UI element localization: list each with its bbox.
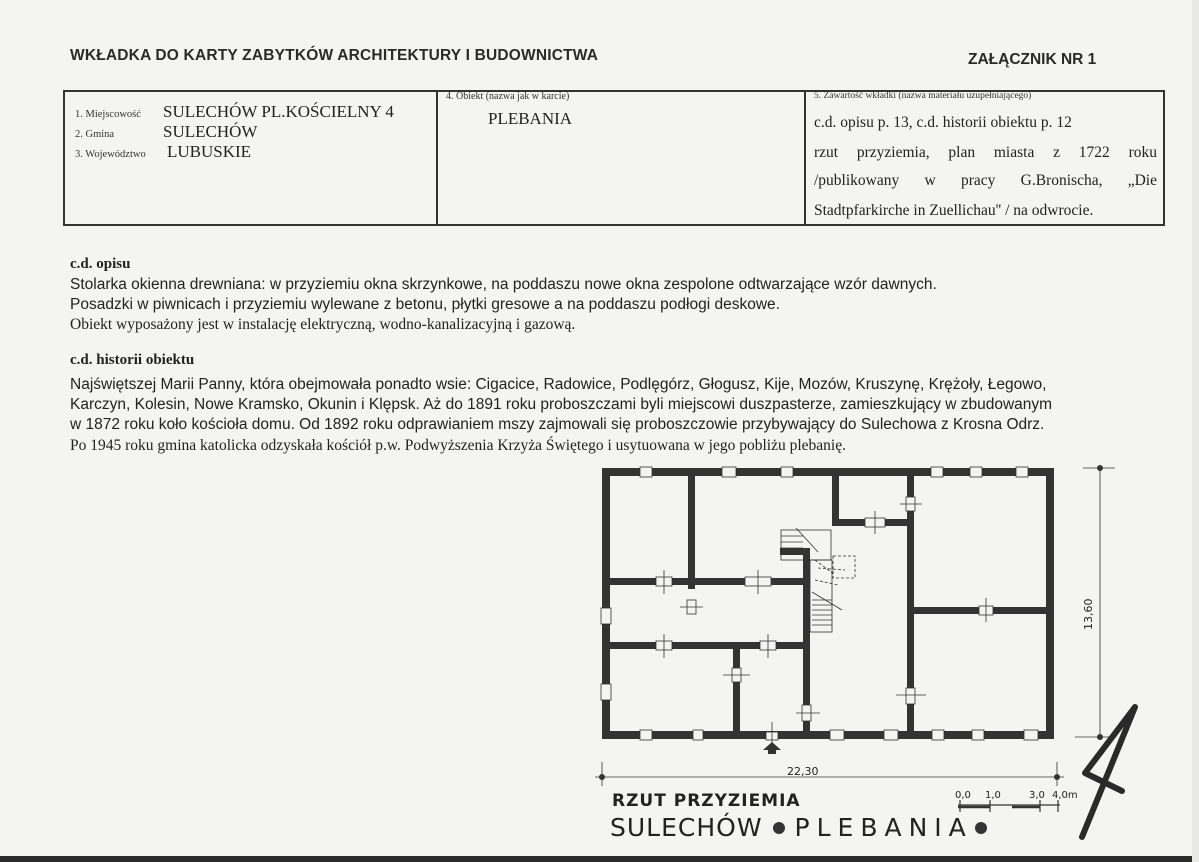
- contents-line-3: [814, 172, 1157, 190]
- scan-edge: [1192, 0, 1199, 862]
- field-voivodeship: [75, 142, 251, 162]
- object-label: 4. Obiekt (nazwa jak w karcie): [446, 91, 570, 102]
- description-line: Stolarka okienna drewniana: w przyziemiu okna skrzynkowe, na poddaszu nowe okna zespolone odtwarzające wzór dawnych.: [70, 276, 937, 293]
- field-locality: [75, 102, 394, 122]
- word: G.Bronischa,: [1020, 172, 1103, 189]
- document-title: WKŁADKA DO KARTY ZABYTKÓW ARCHITEKTURY I BUDOWNICTWA: [70, 47, 599, 64]
- plan-caption-title: RZUT PRZYZIEMIA: [612, 791, 801, 811]
- height-dimension-label: 13,60: [1082, 598, 1095, 630]
- history-line: Karczyn, Kolesin, Nowe Kramsko, Okunin i Klępsk. Aż do 1891 roku proboszczami byli miejscowi duszpasterze, zamieszkujący w zbudowanym: [70, 396, 1053, 413]
- word: z: [1053, 144, 1061, 161]
- caption-town: SULECHÓW: [610, 813, 763, 842]
- word: 1722: [1078, 144, 1110, 161]
- field-value: SULECHÓW: [163, 122, 258, 141]
- scale-label: 1,0: [985, 790, 1001, 801]
- scale-label: 3,0: [1029, 790, 1045, 801]
- caption-object: PLEBANIA: [794, 813, 973, 842]
- contents-line-2: [814, 144, 1157, 162]
- history-line: Po 1945 roku gmina katolicka odzyskała kościół p.w. Podwyższenia Krzyża Świętego i usytuowana w jego pobliżu plebanię.: [70, 437, 846, 454]
- object-value: PLEBANIA: [488, 109, 573, 128]
- description-line: Posadzki w piwnicach i przyziemiu wylewane z betonu, płytki gresowe a na poddaszu podłogi deskowe.: [70, 296, 780, 313]
- history-line: Najświętszej Marii Panny, która obejmowała ponadto wsie: Cigacice, Radowice, Podlęgórz, Głogusz, Kije, Mozów, Kruszynę, Krężoły, Łegowo,: [70, 376, 1047, 393]
- contents-label: 5. Zawartość wkładki (nazwa materiału uzupełniającego): [814, 91, 1032, 101]
- field-commune: [75, 122, 257, 142]
- scale-label: 4,0m: [1052, 790, 1078, 801]
- contents-cell: [806, 92, 1163, 224]
- bullet-dot-icon: [773, 822, 785, 834]
- word: w: [924, 172, 936, 189]
- description-heading: c.d. opisu: [70, 256, 131, 272]
- field-value: LUBUSKIE: [167, 142, 252, 161]
- description-line: Obiekt wyposażony jest w instalację elektryczną, wodno-kanalizacyjną i gazową.: [70, 316, 576, 333]
- contents-line-1: c.d. opisu p. 13, c.d. historii obiektu p. 12: [814, 114, 1072, 131]
- word: plan: [948, 144, 976, 161]
- object-cell: [438, 92, 806, 224]
- word: przyziemia,: [856, 144, 930, 161]
- history-heading: c.d. historii obiektu: [70, 352, 195, 368]
- word: /publikowany: [814, 172, 900, 189]
- form-header-table: [63, 90, 1165, 226]
- word: „Die: [1127, 172, 1157, 189]
- word: miasta: [993, 144, 1035, 161]
- width-dimension-label: 22,30: [787, 765, 819, 778]
- bullet-dot-icon: [975, 822, 987, 834]
- history-line: w 1872 roku koło kościoła domu. Od 1892 roku odprawianiem mszy zajmowali się proboszczowie przybywający do Sulechowa z Krosna Odrz.: [70, 416, 1045, 433]
- field-label: 2. Gmina: [75, 129, 115, 140]
- contents-line-4: Stadtpfarkirche in Zuellichau'' / na odwrocie.: [814, 202, 1094, 219]
- field-label: 1. Miejscowość: [75, 109, 141, 120]
- scale-label: 0,0: [955, 790, 971, 801]
- annex-label: ZAŁĄCZNIK NR 1: [968, 51, 1097, 68]
- location-cell: [65, 92, 438, 224]
- word: rzut: [814, 144, 839, 161]
- field-value: SULECHÓW PL.KOŚCIELNY 4: [163, 102, 394, 121]
- scan-edge: [0, 856, 1199, 862]
- field-label: 3. Województwo: [75, 149, 146, 160]
- word: roku: [1128, 144, 1157, 161]
- floor-plan-drawing: [590, 455, 1070, 765]
- word: pracy: [960, 172, 996, 189]
- plan-caption-subtitle: [610, 813, 997, 842]
